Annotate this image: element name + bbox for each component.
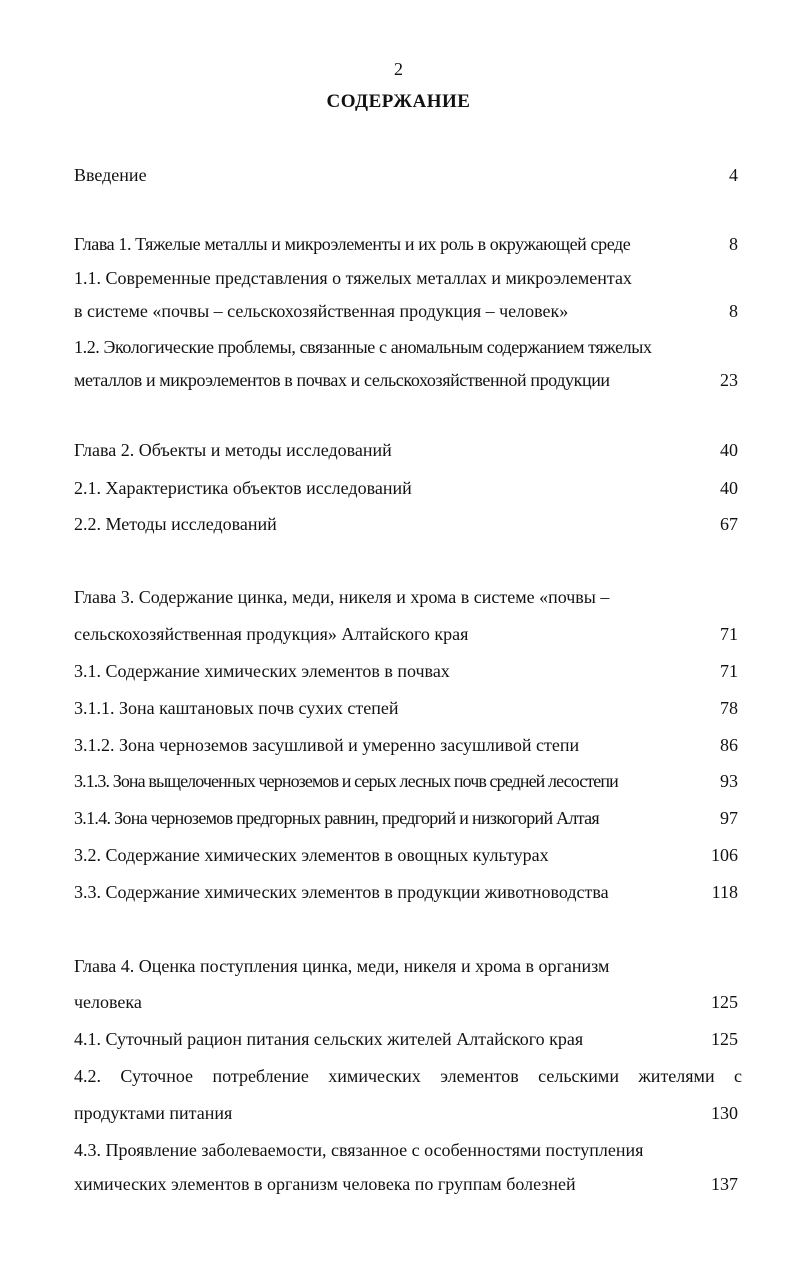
toc-entry-text: 4.2. Суточное потребление химических элементов сельскими жителями с	[74, 1066, 742, 1086]
toc-entry-page: 8	[729, 301, 738, 321]
toc-entry-page: 118	[711, 882, 738, 902]
toc-entry	[74, 659, 738, 683]
toc-entry	[74, 990, 738, 1014]
toc-entry-text: 1.1. Современные представления о тяжелых металлах и микроэлементах	[74, 268, 632, 288]
toc-entry-text: 3.3. Содержание химических элементов в продукции животноводства	[74, 882, 609, 902]
toc-entry-page: 106	[711, 845, 738, 865]
toc-entry-text: 3.2. Содержание химических элементов в овощных культурах	[74, 845, 549, 865]
toc-entry	[74, 232, 738, 256]
toc-entry-text: Глава 1. Тяжелые металлы и микроэлементы и их роль в окружающей среде	[74, 234, 631, 254]
toc-entry-page: 71	[720, 624, 738, 644]
toc-entry-text: металлов и микроэлементов в почвах и сельскохозяйственной продукции	[74, 370, 610, 390]
toc-entry	[74, 1138, 738, 1162]
toc-entry	[74, 696, 738, 720]
toc-entry-text: Глава 3. Содержание цинка, меди, никеля и хрома в системе «почвы –	[74, 587, 610, 607]
toc-entry-text: человека	[74, 992, 142, 1012]
toc-entry-text: 3.1.1. Зона каштановых почв сухих степей	[74, 698, 399, 718]
page-number: 2	[394, 59, 403, 79]
toc-entry	[74, 806, 738, 830]
toc-entry-page: 71	[720, 661, 738, 681]
toc-entry	[74, 476, 738, 500]
toc-entry	[74, 733, 738, 757]
toc-entry	[74, 1027, 738, 1051]
toc-entry	[74, 1172, 738, 1196]
toc-entry	[74, 438, 738, 462]
toc-entry	[74, 163, 738, 187]
toc-entry-text: 2.1. Характеристика объектов исследований	[74, 478, 412, 498]
toc-entry-page: 86	[720, 735, 738, 755]
toc-entry-text: сельскохозяйственная продукция» Алтайского края	[74, 624, 469, 644]
toc-entry-text: химических элементов в организм человека по группам болезней	[74, 1174, 576, 1194]
toc-entry-text: Глава 4. Оценка поступления цинка, меди, никеля и хрома в организм	[74, 956, 610, 976]
toc-entry-page: 67	[720, 514, 738, 534]
toc-entry-page: 93	[720, 771, 738, 791]
toc-entry-text: 4.1. Суточный рацион питания сельских жителей Алтайского края	[74, 1029, 584, 1049]
toc-entry-text: 3.1.4. Зона черноземов предгорных равнин, предгорий и низкогорий Алтая	[74, 808, 600, 828]
toc-entry	[74, 954, 738, 978]
toc-entry-text: 3.1.2. Зона черноземов засушливой и умеренно засушливой степи	[74, 735, 580, 755]
toc-entry	[74, 880, 738, 904]
toc-entry	[74, 585, 738, 609]
page-title: СОДЕРЖАНИЕ	[326, 91, 471, 112]
toc-entry-text: 2.2. Методы исследований	[74, 514, 277, 534]
toc-entry-page: 137	[711, 1174, 738, 1194]
toc-entry-page: 97	[720, 808, 738, 828]
toc-entry-text: 3.1. Содержание химических элементов в почвах	[74, 661, 450, 681]
toc-entry-text: 4.3. Проявление заболеваемости, связанное с особенностями поступления	[74, 1140, 644, 1160]
toc-entry-page: 40	[720, 440, 738, 460]
toc-entry	[74, 335, 738, 359]
toc-entry-page: 125	[711, 1029, 738, 1049]
toc-entry	[74, 266, 738, 290]
toc-entry-text: продуктами питания	[74, 1103, 233, 1123]
toc-entry-page: 130	[711, 1103, 738, 1123]
toc-entry-page: 8	[729, 234, 738, 254]
toc-entry	[74, 622, 738, 646]
toc-entry-page: 78	[720, 698, 738, 718]
toc-entry-text: 1.2. Экологические проблемы, связанные с аномальным содержанием тяжелых	[74, 337, 652, 357]
toc-entry-page: 4	[729, 165, 738, 185]
toc-entry-page: 40	[720, 478, 738, 498]
toc-entry-page: 23	[720, 370, 738, 390]
toc-entry-text: Введение	[74, 165, 147, 185]
toc-entry	[74, 299, 738, 323]
toc-entry-text: 3.1.3. Зона выщелоченных черноземов и серых лесных почв средней лесостепи	[74, 771, 618, 791]
toc-entry-text: Глава 2. Объекты и методы исследований	[74, 440, 392, 460]
toc-entry	[74, 512, 738, 536]
toc-entry	[74, 843, 738, 867]
toc-entry	[74, 769, 738, 793]
toc-entry-page: 125	[711, 992, 738, 1012]
toc-entry	[74, 1064, 742, 1088]
toc-entry	[74, 368, 738, 392]
toc-entry	[74, 1101, 738, 1125]
toc-entry-text: в системе «почвы – сельскохозяйственная продукция – человек»	[74, 301, 569, 321]
